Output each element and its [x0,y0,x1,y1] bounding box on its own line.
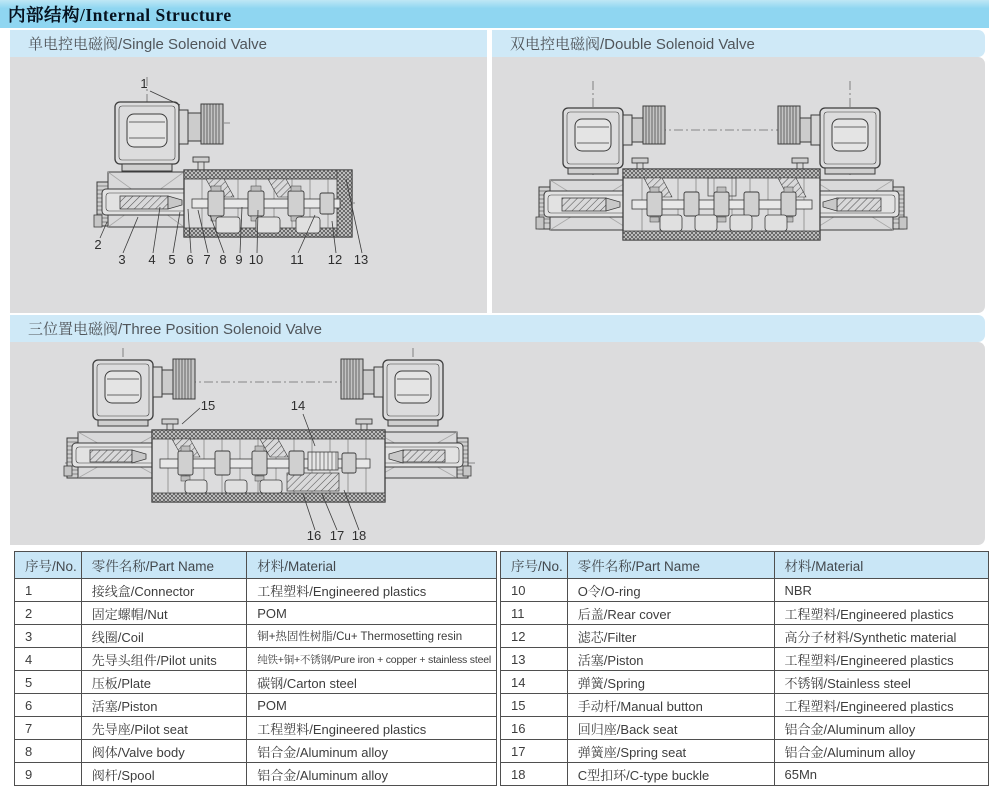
callout-4: 4 [148,252,156,267]
cell-material: POM [247,602,497,625]
three-position-panel-body [10,342,985,545]
cell-material: 工程塑料/Engineered plastics [774,602,989,625]
table-row [501,694,989,717]
cell-material: 工程塑料/Engineered plastics [247,717,497,740]
cell-no: 12 [501,625,568,648]
manual-buttons [162,419,372,431]
valve-body [152,430,385,502]
cell-part: 阀体/Valve body [81,740,246,763]
table-header-row [15,552,497,579]
cell-no: 16 [501,717,568,740]
single-solenoid-panel-title: 单电控电磁阀/Single Solenoid Valve [28,36,267,53]
cell-no: 6 [15,694,82,717]
cell-material: NBR [774,579,989,602]
callout-12: 12 [327,252,343,267]
cell-no: 17 [501,740,568,763]
callout-5: 5 [168,252,176,267]
cell-no: 5 [15,671,82,694]
single-solenoid-valve-diagram [10,57,487,313]
table-row [15,579,497,602]
table-row [501,763,989,786]
double-solenoid-panel-body [492,57,985,313]
valve-body [184,170,352,237]
col-header-part: 零件名称/Part Name [567,552,774,579]
callout-9: 9 [235,252,243,267]
left-coil-assembly [536,180,634,230]
left-connector-assembly [93,359,195,426]
callout-1: 1 [140,76,148,91]
cell-material: 工程塑料/Engineered plastics [774,648,989,671]
callout-18: 18 [351,528,367,543]
callout-14: 14 [290,398,306,413]
table-row [15,740,497,763]
table-row [501,740,989,763]
cell-part: 活塞/Piston [81,694,246,717]
table-row [15,717,497,740]
cell-part: 阀杆/Spool [81,763,246,786]
cell-material: 铝合金/Aluminum alloy [774,740,989,763]
callout-8: 8 [219,252,227,267]
page-title-bar [0,0,989,28]
left-coil-assembly [64,432,160,478]
table-row [501,671,989,694]
col-header-material: 材料/Material [774,552,989,579]
callout-6: 6 [186,252,194,267]
single-solenoid-panel [10,30,487,313]
cell-part: 先导头组件/Pilot units [81,648,246,671]
three-position-panel-title: 三位置电磁阀/Three Position Solenoid Valve [28,321,323,338]
callout-10: 10 [248,252,264,267]
cell-material: 碳钢/Carton steel [247,671,497,694]
cell-material: 铝合金/Aluminum alloy [247,763,497,786]
valve-body [623,169,820,240]
page-title: 内部结构/Internal Structure [8,4,232,25]
cell-part: 弹簧/Spring [567,671,774,694]
cell-part: 接线盒/Connector [81,579,246,602]
spring [308,452,338,470]
cell-no: 1 [15,579,82,602]
col-header-material: 材料/Material [247,552,497,579]
cell-no: 3 [15,625,82,648]
top-panels [10,30,985,313]
cell-part: 弹簧座/Spring seat [567,740,774,763]
callout-13: 13 [353,252,369,267]
table-row [15,625,497,648]
cell-material: 65Mn [774,763,989,786]
cell-part: 后盖/Rear cover [567,602,774,625]
cell-material: 工程塑料/Engineered plastics [774,694,989,717]
table-row [15,648,497,671]
table-row [501,648,989,671]
cell-part: 滤芯/Filter [567,625,774,648]
table-row [15,602,497,625]
col-header-no: 序号/No. [15,552,82,579]
double-solenoid-panel-header [492,30,985,57]
double-solenoid-valve-diagram [492,57,985,313]
col-header-no: 序号/No. [501,552,568,579]
left-connector-assembly [563,106,665,174]
table-row [501,602,989,625]
right-connector-assembly [778,106,880,174]
parts-table-left [14,551,497,786]
cell-no: 2 [15,602,82,625]
cell-part: 固定螺帽/Nut [81,602,246,625]
manual-button [193,157,209,170]
cell-material: 铜+热固性树脂/Cu+ Thermosetting resin [247,625,497,648]
cell-no: 13 [501,648,568,671]
callout-16: 16 [306,528,322,543]
cell-no: 9 [15,763,82,786]
parts-table-right [500,551,989,786]
table-header-row [501,552,989,579]
coil-assembly [94,172,196,227]
callout-17: 17 [329,528,345,543]
cell-no: 7 [15,717,82,740]
right-coil-assembly [375,432,471,478]
col-header-part: 零件名称/Part Name [81,552,246,579]
cell-part: 手动杆/Manual button [567,694,774,717]
callout-15: 15 [200,398,216,413]
right-connector-assembly [341,359,443,426]
cell-no: 11 [501,602,568,625]
cell-part: O令/O-ring [567,579,774,602]
cell-material: 纯铁+铜+不锈钢/Pure iron + copper + stainless steel [247,648,497,671]
parts-tables [14,551,989,786]
three-position-valve-diagram [10,342,985,545]
callout-3: 3 [118,252,126,267]
right-coil-assembly [809,180,907,230]
cell-no: 14 [501,671,568,694]
cell-material: 铝合金/Aluminum alloy [774,717,989,740]
cell-no: 15 [501,694,568,717]
callout-7: 7 [203,252,211,267]
cell-part: 先导座/Pilot seat [81,717,246,740]
single-solenoid-panel-header [10,30,487,57]
callout-11: 11 [290,252,304,267]
cell-part: 活塞/Piston [567,648,774,671]
table-row [501,625,989,648]
cell-part: 线圈/Coil [81,625,246,648]
three-position-panel-header [10,315,985,342]
double-solenoid-panel [492,30,985,313]
cell-material: 工程塑料/Engineered plastics [247,579,497,602]
cell-material: 铝合金/Aluminum alloy [247,740,497,763]
cell-material: POM [247,694,497,717]
table-row [15,694,497,717]
cell-part: 回归座/Back seat [567,717,774,740]
table-row [501,717,989,740]
table-row [501,579,989,602]
cell-material: 不锈钢/Stainless steel [774,671,989,694]
table-row [15,763,497,786]
three-position-panel [10,315,985,545]
table-row [15,671,497,694]
cell-no: 8 [15,740,82,763]
cell-part: 压板/Plate [81,671,246,694]
cell-no: 18 [501,763,568,786]
double-solenoid-panel-title: 双电控电磁阀/Double Solenoid Valve [510,36,755,53]
callout-2: 2 [94,237,102,252]
cell-part: C型扣环/C-type buckle [567,763,774,786]
single-solenoid-panel-body [10,57,487,313]
cell-material: 高分子材料/Synthetic material [774,625,989,648]
cell-no: 10 [501,579,568,602]
cell-no: 4 [15,648,82,671]
